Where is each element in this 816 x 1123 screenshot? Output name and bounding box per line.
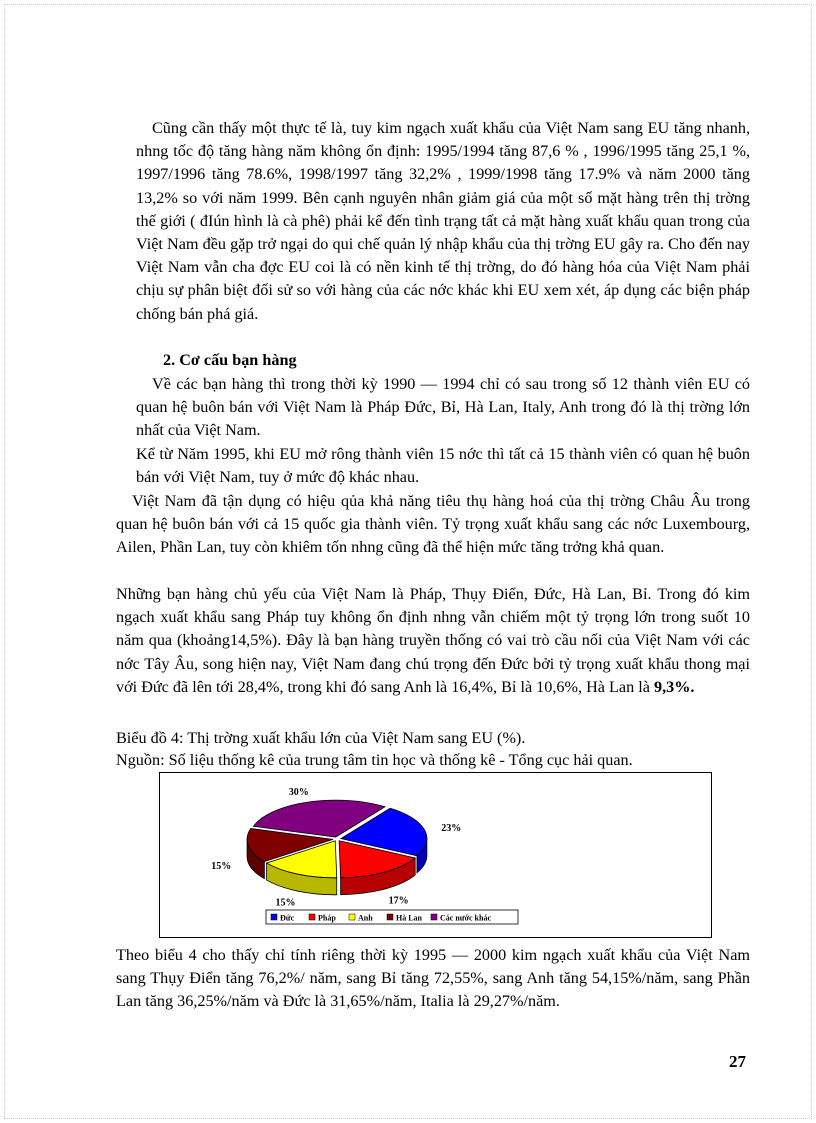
pie-chart-frame bbox=[159, 772, 712, 938]
pie-label-1: 17% bbox=[388, 895, 409, 907]
legend-swatch-3 bbox=[387, 914, 393, 920]
paragraph-partners-1995: Kể từ Năm 1995, khi EU mở rông thành viên 15 nớc thì tất cả 15 thành viên có quan hệ buôn bán với Việt Nam, tuy ở mức độ khác nhau. bbox=[136, 445, 750, 487]
chart-caption: Biểu đồ 4: Thị trờng xuất khẩu lớn của Việt Nam sang EU (%). bbox=[116, 729, 526, 747]
paragraph-market-usage: Việt Nam đã tận dụng có hiệu qủa khả năng tiêu thụ hàng hoá của thị trờng Châu Âu trong quan hệ buôn bán với cả 15 quốc gia thành viên. Tỷ trọng xuất khẩu sang các nớc Luxembourg, Ailen, Phần Lan, tuy còn khiêm tốn nhng cũng đã thể hiện mức tăng trởng khả quan. bbox=[116, 492, 750, 557]
pie-label-3: 15% bbox=[211, 860, 232, 872]
main-partners-bold: 9,3%. bbox=[653, 677, 695, 696]
legend-label-4: Các nước khác bbox=[440, 913, 492, 923]
paragraph-partners-1990: Về các bạn hàng thì trong thời kỳ 1990 — 1994 chỉ có sau trong số 12 thành viên EU có quan hệ buôn bán với Việt Nam là Pháp Đức, Bỉ, Hà Lan, Italy, Anh trong đó là thị trờng lớn nhất của Việt Nam. bbox=[136, 375, 750, 440]
paragraph-growth-rates: Theo biểu 4 cho thấy chỉ tính riêng thời kỳ 1995 — 2000 kim ngạch xuất khẩu của Việt Nam sang Thụy Điển tăng 76,2%/ năm, sang Bỉ tăng 72,55%, sang Anh tăng 54,15%/năm, sang Phần Lan tăng 36,25%/năm và Đức là 31,65%/năm, Italia là 29,27%/năm. bbox=[116, 946, 750, 1011]
paragraph-export-growth: Cũng cần thấy một thực tế là, tuy kim ngạch xuất khẩu của Việt Nam sang EU tăng nhanh, nhng tốc độ tăng hàng năm không ổn định: 1995/1994 tăng 87,6 % , 1996/1995 tăng 25,1 %, 1997/1996 tăng 78.6%, 1998/1997 tăng 32,2% , 1999/1998 tăng 17.9% và năm 2000 tăng 13,2% so với năm 1999. Bên cạnh nguyên nhân giảm giá của một số mặt hàng trên thị trờng thế giới ( đIún hình là cà phê) phải kể đến tình trạng tất cả mặt hàng xuất khẩu quan trong của Việt Nam đều gặp trở ngại do qui chế quản lý nhập khẩu của thị trờng EU gây ra. Cho đến nay Việt Nam vẫn cha đợc EU coi là có nền kinh tế thị trờng, do đó hàng hóa của Việt Nam phải chịu sự phân biệt đối sử so với hàng của các nớc khác khi EU xem xét, áp dụng các biện pháp chống bán phá giá. bbox=[136, 119, 750, 323]
pie-label-2: 15% bbox=[275, 897, 296, 909]
legend-swatch-0 bbox=[271, 914, 277, 920]
legend-label-3: Hà Lan bbox=[396, 913, 423, 923]
pie-label-4: 30% bbox=[288, 786, 309, 798]
main-partners-text: Những bạn hàng chủ yếu của Việt Nam là Pháp, Thụy Điển, Đức, Hà Lan, Bỉ. Trong đó kim ngạch xuất khẩu sang Pháp tuy không ổn định nhng vẫn chiếm một tỷ trọng lớn trong suốt 10 năm qua (khoảng14,5%). Đây là bạn hàng truyền thống có vai trò cầu nối của Việt Nam với các nớc Tây Âu, song hiện nay, Việt Nam đang chú trọng đến Đức bởi tỷ trọng xuất khẩu thong mại với Đức đã lên tới 28,4%, trong khi đó sang Anh là 16,4%, Bỉ là 10,6%, Hà Lan là bbox=[116, 585, 750, 696]
legend-swatch-4 bbox=[431, 914, 437, 920]
legend-label-0: Đức bbox=[280, 913, 295, 923]
legend-swatch-1 bbox=[309, 914, 315, 920]
pie-label-0: 23% bbox=[441, 823, 462, 835]
legend-label-2: Anh bbox=[358, 913, 373, 923]
section-heading: 2. Cơ cấu bạn hàng bbox=[163, 351, 297, 369]
page-number: 27 bbox=[729, 1052, 746, 1071]
legend-label-1: Pháp bbox=[318, 913, 336, 923]
chart-source: Nguồn: Số liệu thống kê của trung tâm tin học và thống kê - Tổng cục hải quan. bbox=[116, 751, 633, 769]
paragraph-main-partners bbox=[116, 583, 750, 699]
legend-swatch-2 bbox=[349, 914, 355, 920]
pie-chart bbox=[160, 773, 713, 939]
